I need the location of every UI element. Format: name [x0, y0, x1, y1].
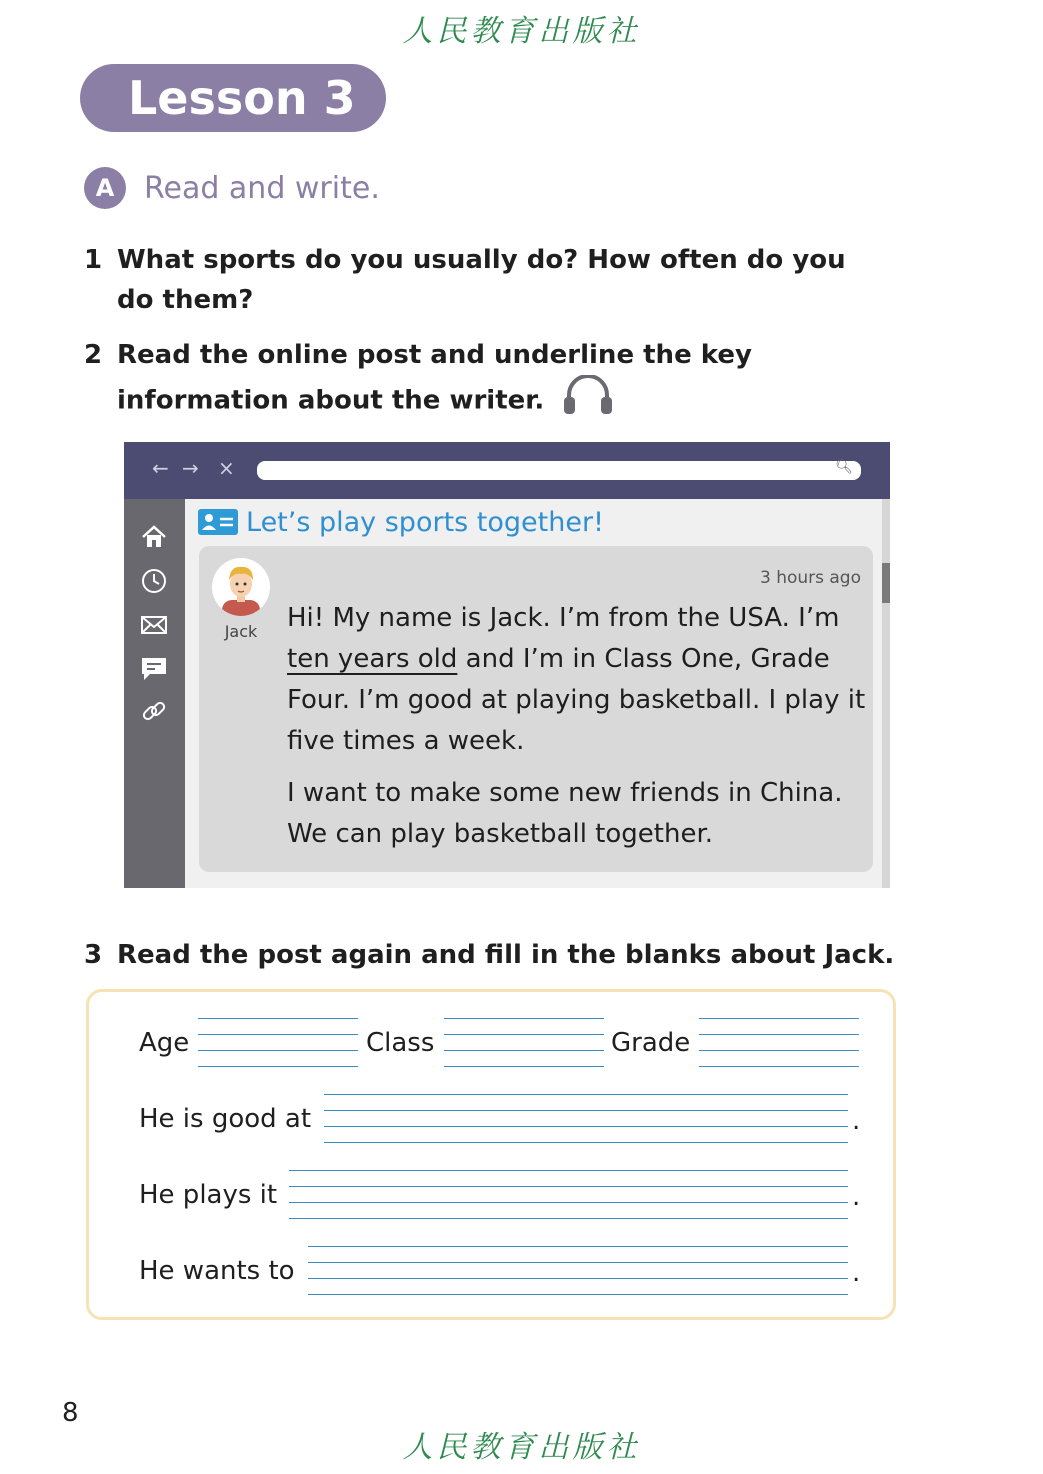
question-number: 2	[84, 340, 103, 370]
browser-sidebar	[124, 499, 185, 888]
end-mark: .	[852, 1106, 861, 1136]
section-title: Read and write.	[144, 170, 380, 206]
avatar[interactable]	[212, 558, 270, 616]
end-mark: .	[852, 1182, 861, 1212]
forward-arrow-icon[interactable]: →	[182, 456, 199, 480]
grade-answer-line[interactable]	[699, 1018, 859, 1066]
wants-label: He wants to	[139, 1256, 295, 1286]
age-label: Age	[139, 1028, 190, 1058]
post-paragraph: I want to make some new friends in China. We can play basketball together.	[287, 778, 843, 849]
class-answer-line[interactable]	[444, 1018, 604, 1066]
grade-label: Grade	[611, 1028, 691, 1058]
question-text: Read the post again and fill in the blanks about Jack.	[117, 940, 895, 970]
question-number: 1	[84, 245, 103, 275]
question-2	[84, 335, 924, 427]
section-badge: A	[84, 167, 126, 209]
publisher-header: 人民教育出版社	[402, 14, 641, 49]
age-answer-line[interactable]	[198, 1018, 358, 1066]
home-icon[interactable]	[140, 523, 168, 551]
fill-in-box	[86, 989, 896, 1320]
link-icon[interactable]	[140, 697, 168, 725]
post-header	[198, 504, 604, 540]
close-icon[interactable]: ×	[218, 456, 235, 480]
question-3	[84, 935, 924, 975]
mail-icon[interactable]	[140, 611, 168, 639]
back-arrow-icon[interactable]: ←	[152, 456, 169, 480]
chat-icon[interactable]	[140, 655, 168, 683]
publisher-footer: 人民教育出版社	[402, 1430, 641, 1465]
browser-toolbar	[124, 442, 890, 499]
scrollbar[interactable]	[882, 499, 890, 888]
question-text: What sports do you usually do? How often do you do them?	[117, 245, 846, 315]
underlined-key-info: ten years old	[287, 644, 458, 674]
class-label: Class	[366, 1028, 435, 1058]
scrollbar-thumb[interactable]	[882, 563, 890, 603]
good-at-answer-line[interactable]	[324, 1094, 848, 1142]
headphones-icon[interactable]	[561, 375, 615, 427]
search-icon[interactable]: 🔍︎	[835, 459, 853, 475]
wants-answer-line[interactable]	[308, 1246, 848, 1294]
address-bar[interactable]	[257, 461, 861, 480]
post-card	[199, 546, 873, 872]
section-heading	[84, 166, 380, 210]
author-name: Jack	[224, 622, 258, 641]
plays-label: He plays it	[139, 1180, 278, 1210]
end-mark: .	[852, 1258, 861, 1288]
question-1	[84, 240, 884, 320]
lesson-title: Lesson 3	[80, 64, 386, 132]
post-timestamp: 3 hours ago	[759, 568, 861, 588]
good-at-label: He is good at	[139, 1104, 312, 1134]
post-title[interactable]: Let’s play sports together!	[246, 506, 604, 538]
profile-card-icon	[198, 509, 238, 535]
page-number: 8	[62, 1398, 79, 1428]
post-paragraph: Hi! My name is Jack. I’m from the USA. I’m ten years old and I’m in Class One, Grade Four. I’m good at playing basketball. I play it five times a week.	[287, 603, 866, 756]
question-text: Read the online post and underline the key information about the writer.	[117, 340, 752, 416]
browser-window	[124, 442, 890, 888]
post-body	[287, 598, 867, 866]
plays-answer-line[interactable]	[289, 1170, 848, 1218]
question-number: 3	[84, 940, 103, 970]
clock-icon[interactable]	[140, 567, 168, 595]
